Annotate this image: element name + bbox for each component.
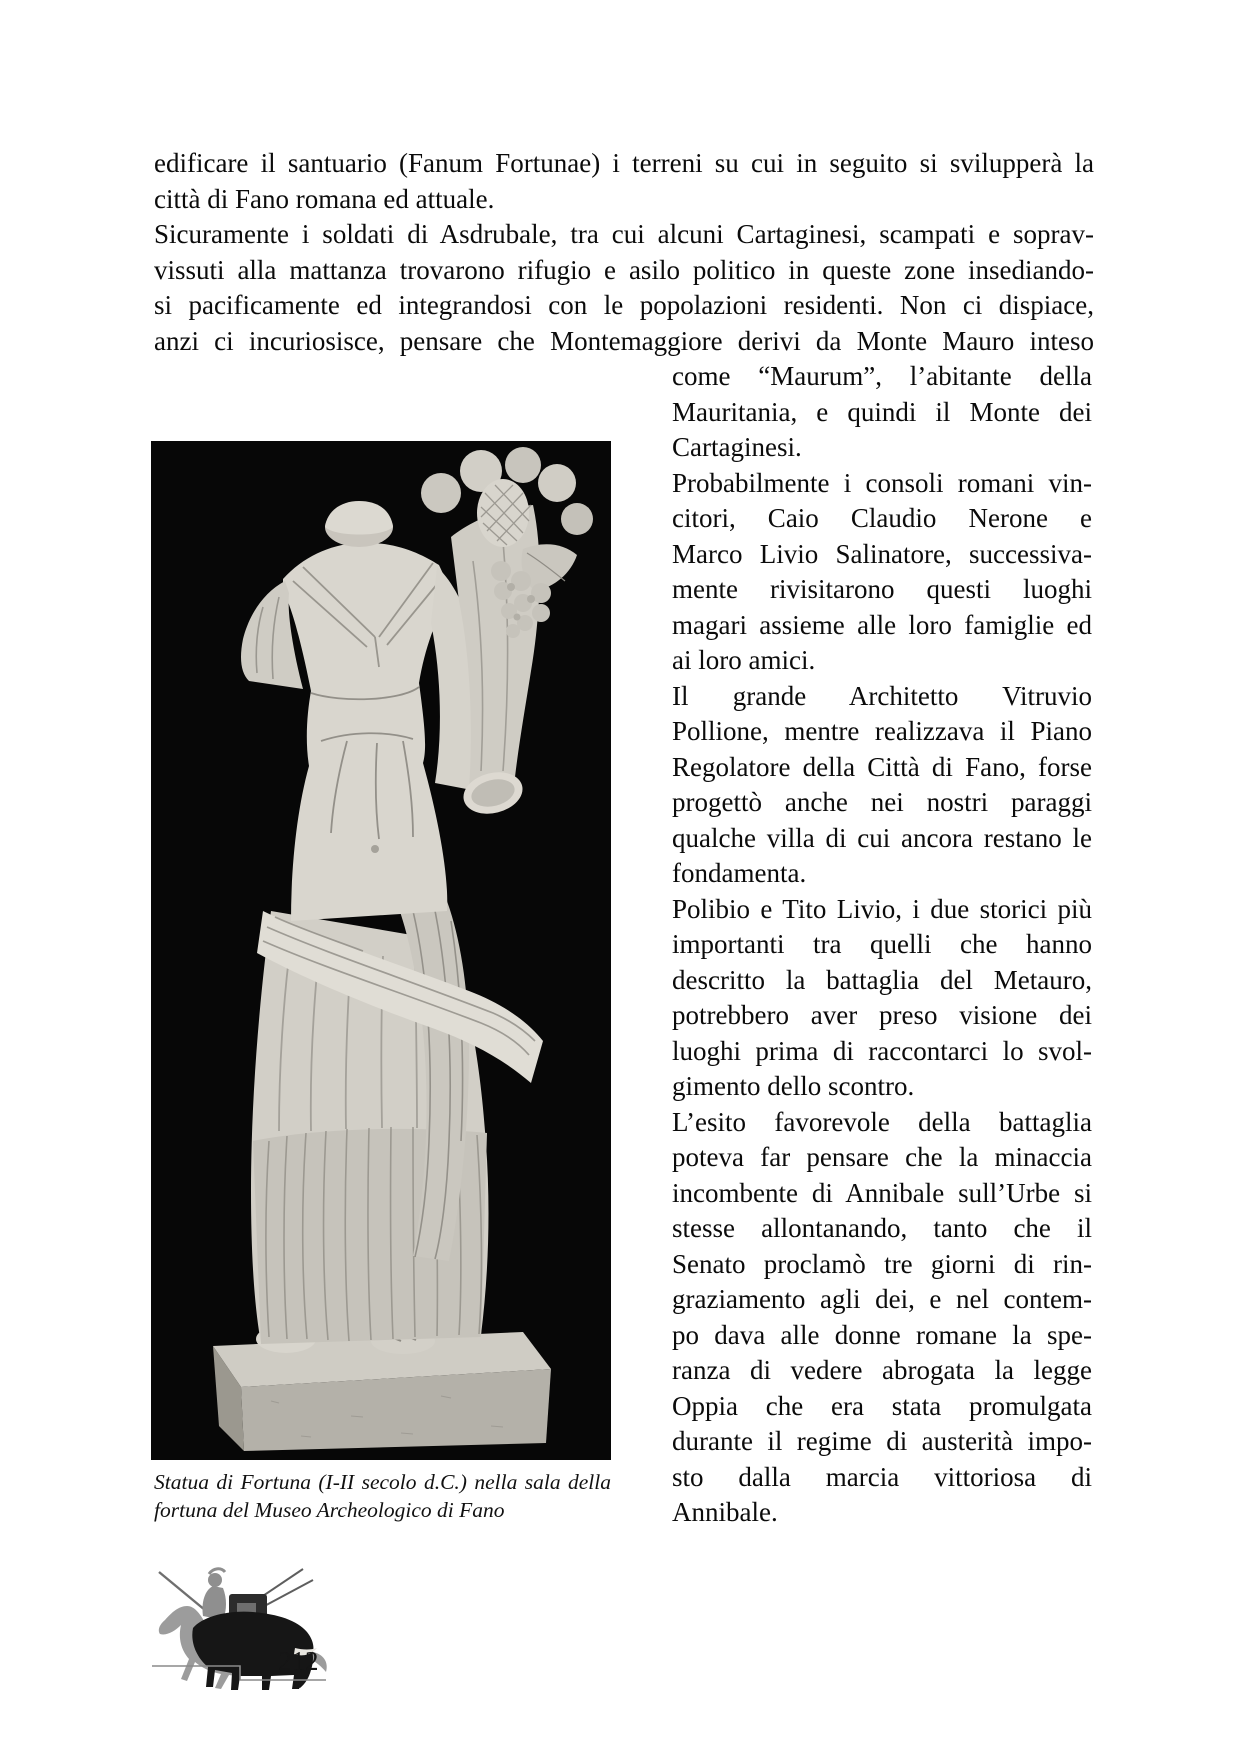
text-line: citori, Caio Claudio Nerone e	[672, 503, 1092, 533]
text-line: descritto la battaglia del Metauro,	[672, 964, 1092, 995]
text-line: potrebbero aver preso visione dei	[672, 1000, 1092, 1030]
body-text-top-block	[154, 146, 1094, 359]
text-line: città di Fano romana ed attuale.	[154, 183, 495, 214]
text-line: incombente di Annibale sull’Urbe si	[672, 1177, 1092, 1208]
text-line: vissuti alla mattanza trovarono rifugio e asilo politico in queste zone insediando-	[154, 254, 1094, 285]
text-line: si pacificamente ed integrandosi con le popolazioni residenti. Non ci dispiace,	[154, 290, 1094, 320]
text-line: po dava alle donne romane la spe-	[672, 1319, 1092, 1350]
text-line: ai loro amici.	[672, 645, 816, 675]
text-line: qualche villa di cui ancora restano le	[672, 822, 1092, 853]
text-line: poteva far pensare che la minaccia	[672, 1142, 1092, 1172]
caption-line: fortuna del Museo Archeologico di Fano	[154, 1498, 505, 1522]
text-line: come “Maurum”, l’abitante della	[672, 361, 1092, 391]
text-line: mente rivisitarono questi luoghi	[672, 574, 1092, 604]
text-line: Cartaginesi.	[672, 432, 802, 462]
text-line: progettò anche nei nostri paraggi	[672, 787, 1092, 817]
text-line: Marco Livio Salinatore, successiva-	[672, 538, 1092, 569]
text-line: durante il regime di austerità impo-	[672, 1426, 1092, 1456]
text-line: magari assieme alle loro famiglie ed	[672, 609, 1092, 640]
text-line: Polibio e Tito Livio, i due storici più	[672, 893, 1092, 924]
text-line: L’esito favorevole della battaglia	[672, 1106, 1092, 1137]
text-line: luoghi prima di raccontarci lo svol-	[672, 1035, 1092, 1066]
page-number: 212	[278, 1646, 319, 1676]
text-line: Oppia che era stata promulgata	[672, 1390, 1092, 1421]
text-line: importanti tra quelli che hanno	[672, 929, 1092, 959]
text-line: stesse allontanando, tanto che il	[672, 1213, 1092, 1243]
text-line: gimento dello scontro.	[672, 1071, 915, 1101]
figure-caption	[154, 1468, 611, 1524]
text-line: edificare il santuario (Fanum Fortunae) i terreni su cui in seguito si svilupperà la	[154, 148, 1094, 178]
text-line: Regolatore della Città di Fano, forse	[672, 751, 1092, 782]
text-line: anzi ci incuriosisce, pensare che Montemaggiore derivi da Monte Mauro inteso	[154, 325, 1094, 356]
text-line: Probabilmente i consoli romani vin-	[672, 467, 1092, 498]
text-line: Pollione, mentre realizzava il Piano	[672, 716, 1092, 746]
body-text-right-column	[672, 359, 1092, 1531]
text-line: Il grande Architetto Vitruvio	[672, 680, 1092, 711]
text-line: Senato proclamò tre giorni di rin-	[672, 1248, 1092, 1279]
text-line: Mauritania, e quindi il Monte dei	[672, 396, 1092, 427]
text-line: Sicuramente i soldati di Asdrubale, tra cui alcuni Cartaginesi, scampati e soprav-	[154, 219, 1094, 249]
text-line: ranza di vedere abrogata la legge	[672, 1355, 1092, 1385]
text-line: sto dalla marcia vittoriosa di	[672, 1461, 1092, 1492]
fortuna-statue-illustration	[151, 441, 611, 1460]
caption-line: Statua di Fortuna (I-II secolo d.C.) nella sala della	[154, 1470, 611, 1494]
text-line: graziamento agli dei, e nel contem-	[672, 1284, 1092, 1314]
text-line: Annibale.	[672, 1497, 778, 1527]
text-line: fondamenta.	[672, 858, 807, 888]
fortuna-statue-photo	[151, 441, 611, 1460]
